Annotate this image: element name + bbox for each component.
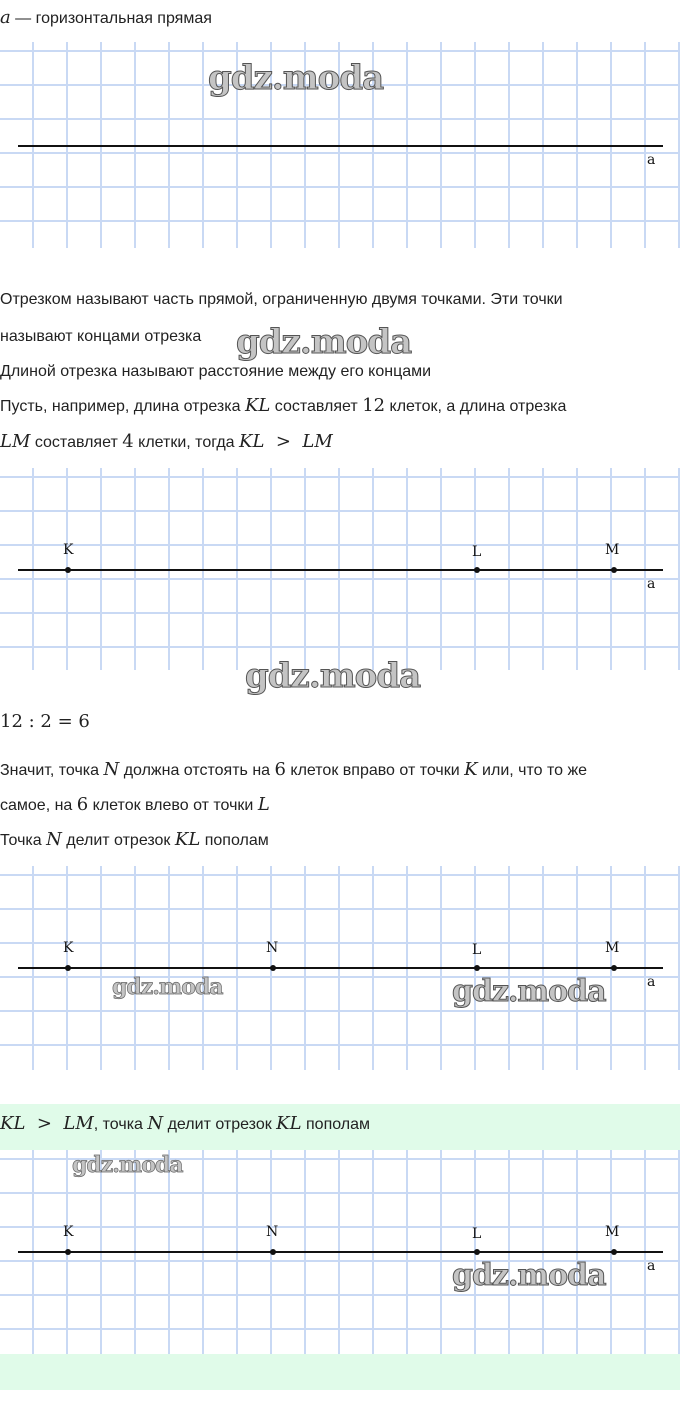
point-l: [474, 1249, 480, 1255]
point-n: [270, 965, 276, 971]
label-n: N: [266, 1224, 279, 1240]
label-l: L: [472, 942, 482, 958]
point-m: [611, 1249, 617, 1255]
point-k: [65, 567, 71, 573]
label-k: K: [63, 940, 74, 956]
grid-figure-2: [0, 468, 680, 670]
example-line-2: LM составляет 4 клетки, тогда KL > LM: [0, 431, 333, 452]
grid-figure-4: [0, 1150, 680, 1354]
conclusion-line-3: Точка N делит отрезок KL пополам: [0, 829, 269, 850]
watermark: gdz.moda: [452, 1258, 606, 1293]
line-a: [18, 1251, 663, 1253]
label-m: M: [605, 940, 620, 956]
grid-figure-3: [0, 866, 680, 1070]
grid-figure-1: [0, 42, 680, 248]
label-l: L: [472, 544, 482, 560]
line-label: a: [647, 152, 656, 168]
intro-text: a — горизонтальная прямая: [0, 7, 212, 28]
line-a: [18, 145, 663, 147]
label-k: K: [63, 542, 74, 558]
definition-length: Длиной отрезка называют расстояние между его концами: [0, 363, 432, 380]
watermark: gdz.moda: [452, 974, 606, 1009]
calculation: 12 : 2 = 6: [0, 711, 90, 732]
definition-segment-1: Отрезком называют часть прямой, ограниченную двумя точками. Эти точки: [0, 291, 563, 308]
answer-block-bottom: [0, 1354, 680, 1390]
var-a: a: [0, 7, 11, 28]
watermark: gdz.moda: [72, 1152, 183, 1178]
answer-text: KL > LM, точка N делит отрезок KL пополам: [0, 1104, 680, 1150]
watermark: gdz.moda: [236, 322, 412, 362]
point-l: [474, 567, 480, 573]
answer-inequality: KL > LM: [0, 1113, 94, 1134]
watermark: gdz.moda: [112, 974, 223, 1000]
watermark: gdz.moda: [208, 58, 384, 98]
watermark: gdz.moda: [245, 656, 421, 696]
point-m: [611, 567, 617, 573]
point-k: [65, 1249, 71, 1255]
line-label: a: [647, 576, 656, 592]
point-m: [611, 965, 617, 971]
point-l: [474, 965, 480, 971]
line-a: [18, 569, 663, 571]
line-a: [18, 967, 663, 969]
line-label: a: [647, 974, 656, 990]
label-m: M: [605, 542, 620, 558]
conclusion-line-1: Значит, точка N должна отстоять на 6 клеток вправо от точки K или, что то же: [0, 759, 588, 780]
label-m: M: [605, 1224, 620, 1240]
definition-segment-2: называют концами отрезка: [0, 328, 202, 345]
label-n: N: [266, 940, 279, 956]
point-k: [65, 965, 71, 971]
line-label: a: [647, 1258, 656, 1274]
conclusion-line-2: самое, на 6 клеток влево от точки L: [0, 794, 270, 815]
label-k: K: [63, 1224, 74, 1240]
label-l: L: [472, 1226, 482, 1242]
example-line-1: Пусть, например, длина отрезка KL составляет 12 клеток, а длина отрезка: [0, 395, 567, 416]
point-n: [270, 1249, 276, 1255]
